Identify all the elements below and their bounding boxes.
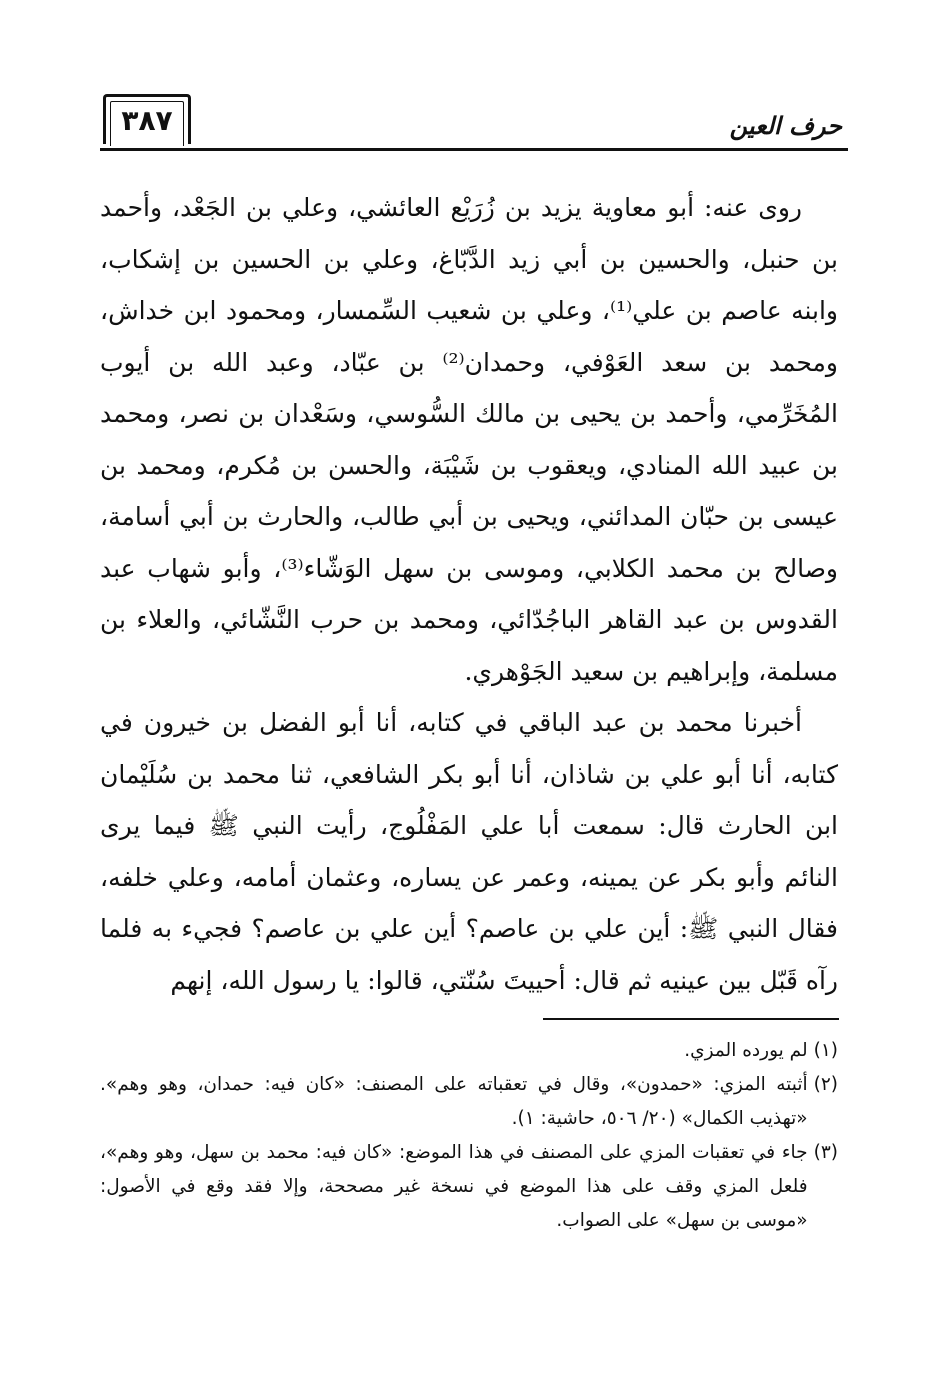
- paragraph-narrators: روى عنه: أبو معاوية يزيد بن زُرَيْع العائشي، وعلي بن الجَعْد، وأحمد بن حنبل، والحسين بن أبي زيد الدَّبّاغ، وعلي بن الحسين بن إشكاب، وابنه عاصم بن علي⁽¹⁾، وعلي بن شعيب السِّمسار، ومحمود ابن خداش، ومحمد بن سعد العَوْفي، وحمدان⁽²⁾ بن عبّاد، وعبد الله بن أيوب المُخَرِّمي، وأحمد بن يحيى بن مالك السُّوسي، وسَعْدان بن نصر، ومحمد بن عبيد الله المنادي، ويعقوب بن شَيْبَة، والحسن بن مُكرم، ومحمد بن عيسى بن حبّان المدائني، ويحيى بن أبي طالب، والحارث بن أبي أسامة، وصالح بن محمد الكلابي، وموسى بن سهل الوَشّاء⁽³⁾، وأبو شهاب عبد القدوس بن عبد القاهر الباجُدّائي، ومحمد بن حرب النَّشّائي، والعلاء بن مسلمة، وإبراهيم بن سعيد الجَوْهري.: [100, 193, 838, 686]
- footnote-text: أثبته المزي: «حمدون»، وقال في تعقباته على المصنف: «كان فيه: حمدان، وهو وهم». «تهذيب الكمال» (٢٠/ ٥٠٦، حاشية: ١).: [100, 1074, 808, 1129]
- footnote-3: [100, 1136, 838, 1238]
- header-rule: [100, 148, 848, 151]
- footnote-number: (٢): [813, 1074, 838, 1095]
- footnote-1: [100, 1034, 838, 1068]
- chapter-title: حرف العين: [729, 112, 842, 140]
- paragraph-report: أخبرنا محمد بن عبد الباقي في كتابه، أنا أبو الفضل بن خيرون في كتابه، أنا أبو علي بن شاذان، أنا أبو بكر الشافعي، ثنا محمد بن سُلَيْمان ابن الحارث قال: سمعت أبا علي المَفْلُوج، رأيت النبي ﷺ فيما يرى النائم وأبو بكر عن يمينه، وعمر عن يساره، وعثمان أمامه، وعلي خلفه، فقال النبي ﷺ: أين علي بن عاصم؟ أين علي بن عاصم؟ فجيء به فلما رآه قَبّل بين عينيه ثم قال: أحييتَ سُنّتي، قالوا: يا رسول الله، إنهم: [100, 708, 838, 995]
- footnotes: [100, 1034, 838, 1238]
- footnote-number: (٣): [813, 1142, 838, 1163]
- footnote-2: [100, 1068, 838, 1136]
- footnote-text: جاء في تعقبات المزي على المصنف في هذا الموضع: «كان فيه: محمد بن سهل، وهو وهم»، فلعل المزي وقف على هذا الموضع في نسخة غير مصححة، وإلا فقد وقع في الأصول: «موسى بن سهل» على الصواب.: [100, 1142, 808, 1231]
- main-text: [100, 182, 838, 1006]
- page-header: [100, 90, 848, 154]
- footnote-text: لم يورده المزي.: [684, 1040, 808, 1061]
- footnote-separator: [543, 1018, 839, 1020]
- page-number: ٣٨٧: [103, 94, 191, 144]
- footnote-number: (١): [813, 1040, 838, 1061]
